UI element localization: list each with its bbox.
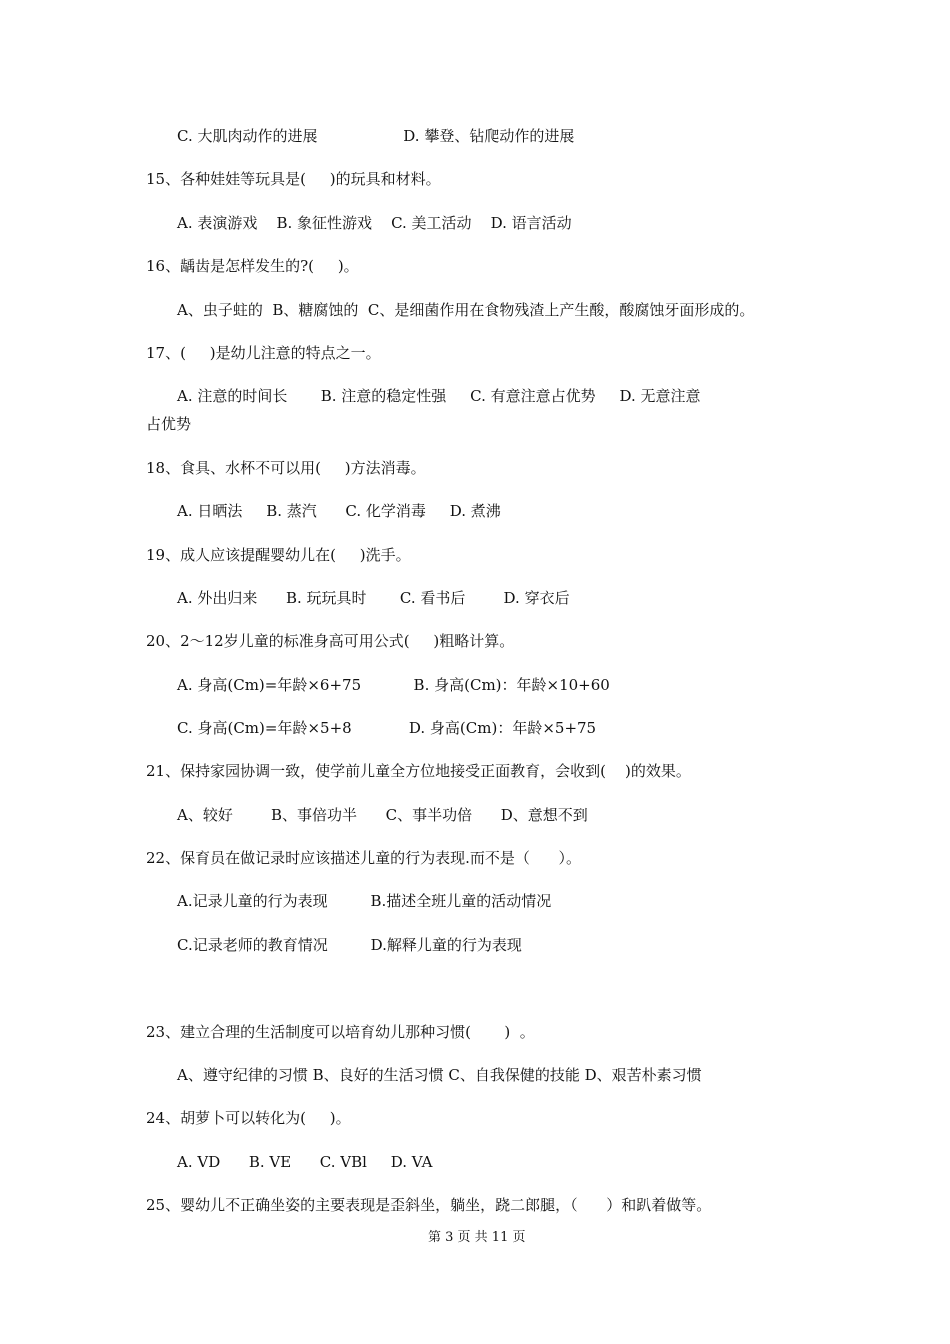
- q20-stem: 20、2～12岁儿童的标准身高可用公式( )粗略计算。: [146, 632, 515, 650]
- q17-options: A. 注意的时间长 B. 注意的稳定性强 C. 有意注意占优势 D. 无意注意: [177, 387, 701, 405]
- q19-options: A. 外出归来 B. 玩玩具时 C. 看书后 D. 穿衣后: [177, 589, 570, 607]
- q17-options-wrap: 占优势: [146, 415, 192, 433]
- page-footer: 第 3 页 共 11 页: [428, 1230, 526, 1245]
- q21-stem: 21、保持家园协调一致，使学前儿童全方位地接受正面教育，会收到( )的效果。: [146, 762, 691, 780]
- q24-options: A. VD B. VE C. VBl D. VA: [177, 1153, 433, 1171]
- q15-options: A. 表演游戏 B. 象征性游戏 C. 美工活动 D. 语言活动: [177, 214, 572, 232]
- q20-options-cd: C. 身高(Cm)=年龄×5+8 D. 身高(Cm)：年龄×5+75: [177, 719, 597, 737]
- q22-stem: 22、保育员在做记录时应该描述儿童的行为表现.而不是（ ）。: [146, 849, 581, 867]
- q16-stem: 16、龋齿是怎样发生的?( )。: [146, 257, 359, 275]
- q18-options: A. 日晒法 B. 蒸汽 C. 化学消毒 D. 煮沸: [177, 502, 501, 520]
- q17-stem: 17、( )是幼儿注意的特点之一。: [146, 344, 381, 362]
- q24-stem: 24、胡萝卜可以转化为( )。: [146, 1109, 351, 1127]
- q20-options-ab: A. 身高(Cm)=年龄×6+75 B. 身高(Cm)：年龄×10+60: [177, 676, 610, 694]
- q23-stem: 23、建立合理的生活制度可以培育幼儿那种习惯( ) 。: [146, 1023, 535, 1041]
- q21-options: A、较好 B、事倍功半 C、事半功倍 D、意想不到: [177, 806, 588, 824]
- q19-stem: 19、成人应该提醒婴幼儿在( )洗手。: [146, 546, 411, 564]
- q14-options-cd: C. 大肌肉动作的进展 D. 攀登、钻爬动作的进展: [177, 127, 575, 145]
- q22-options-ab: A.记录儿童的行为表现 B.描述全班儿童的活动情况: [177, 892, 552, 910]
- q23-options: A、遵守纪律的习惯 B、良好的生活习惯 C、自我保健的技能 D、艰苦朴素习惯: [177, 1066, 702, 1084]
- q16-options: A、虫子蛀的 B、糖腐蚀的 C、是细菌作用在食物残渣上产生酸，酸腐蚀牙面形成的。: [177, 301, 755, 319]
- q22-options-cd: C.记录老师的教育情况 D.解释儿童的行为表现: [177, 936, 522, 954]
- q18-stem: 18、食具、水杯不可以用( )方法消毒。: [146, 459, 426, 477]
- q15-stem: 15、各种娃娃等玩具是( )的玩具和材料。: [146, 170, 441, 188]
- q25-stem: 25、婴幼儿不正确坐姿的主要表现是歪斜坐，躺坐，跷二郎腿，（ ）和趴着做等。: [146, 1196, 712, 1214]
